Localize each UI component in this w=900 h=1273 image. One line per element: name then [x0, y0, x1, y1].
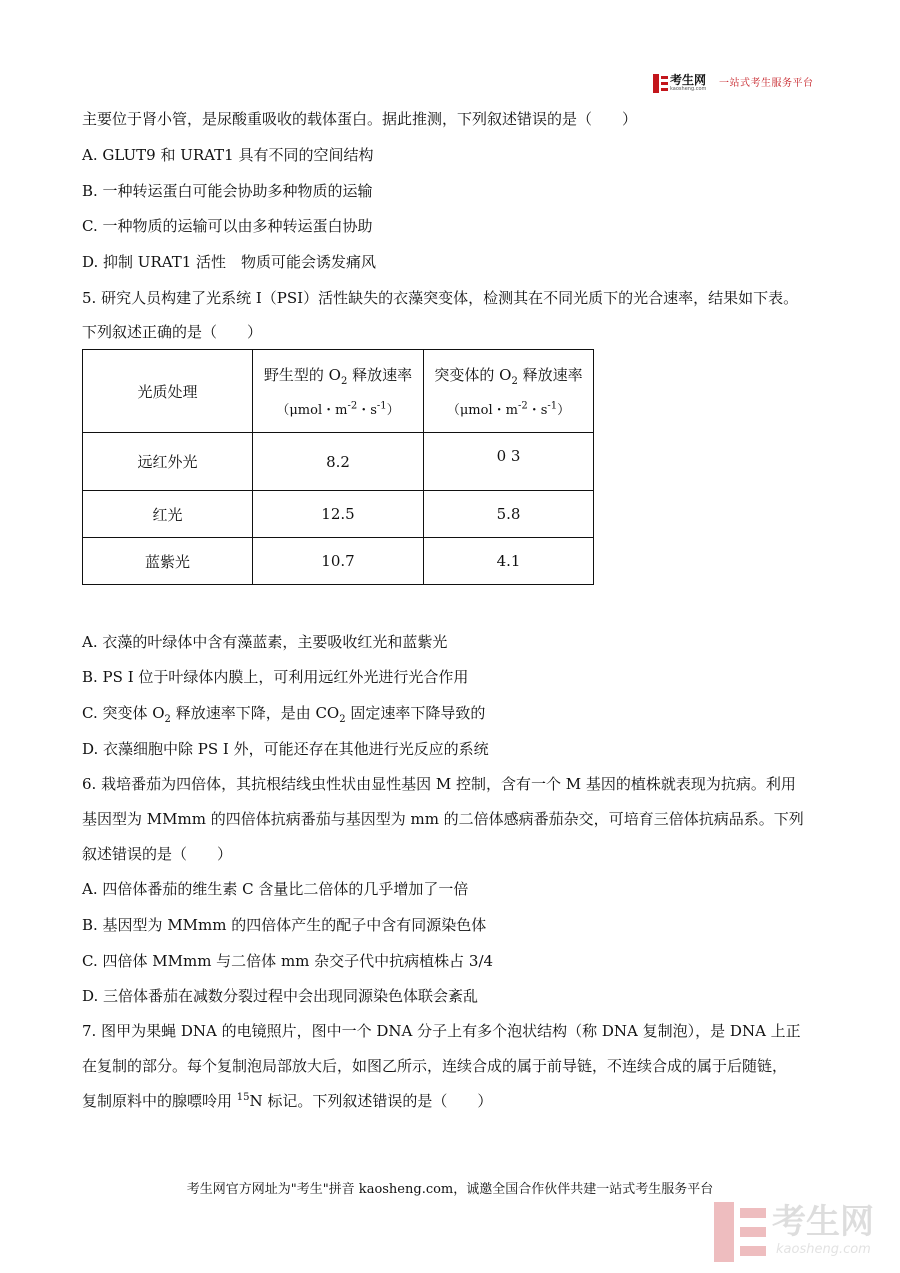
q5-stem-line2: 下列叙述正确的是（ ）	[82, 323, 263, 341]
logo-slogan: 一站式考生服务平台	[719, 78, 814, 89]
q6-stem-line3: 叙述错误的是（ ）	[82, 845, 233, 863]
q5-option-b: B. PS I 位于叶绿体内膜上，可利用远红外光进行光合作用	[82, 668, 469, 686]
table-cell-treatment: 蓝紫光	[83, 538, 253, 585]
table-cell-treatment: 远红外光	[83, 433, 253, 491]
kaosheng-logo-icon	[653, 74, 668, 93]
q7-stem-line1: 7. 图甲为果蝇 DNA 的电镜照片，图中一个 DNA 分子上有多个泡状结构（称 DNA 复制泡），是 DNA 上正	[82, 1022, 801, 1040]
q4-stem-continuation: 主要位于肾小管，是尿酸重吸收的载体蛋白。据此推测，下列叙述错误的是（ ）	[82, 110, 638, 128]
watermark	[714, 1200, 884, 1264]
q4-option-b: B. 一种转运蛋白可能会协助多种物质的运输	[82, 182, 373, 200]
q6-option-c: C. 四倍体 MMmm 与二倍体 mm 杂交子代中抗病植株占 3/4	[82, 952, 494, 970]
q4-option-a: A. GLUT9 和 URAT1 具有不同的空间结构	[82, 146, 374, 164]
header-wild-type: 野生型的 $O_2$ 释放速率 （μmol・$m^{-2}$・$s^{-1}$）	[253, 350, 424, 433]
table-header-row	[83, 350, 594, 433]
q4-option-c: C. 一种物质的运输可以由多种转运蛋白协助	[82, 217, 373, 235]
table-cell-mutant: 5.8	[424, 491, 594, 538]
q6-option-a: A. 四倍体番茄的维生素 C 含量比二倍体的几乎增加了一倍	[82, 880, 469, 898]
q7-stem-line3: 复制原料中的腺嘌呤用 $^{15}$N 标记。下列叙述错误的是（ ）	[82, 1092, 493, 1110]
q5-option-d: D. 衣藻细胞中除 PS I 外，可能还存在其他进行光反应的系统	[82, 740, 489, 758]
table-cell-wild: 8.2	[253, 433, 424, 491]
q6-option-d: D. 三倍体番茄在减数分裂过程中会出现同源染色体联会紊乱	[82, 987, 479, 1005]
table-row	[83, 491, 594, 538]
table-row	[83, 538, 594, 585]
table-cell-wild: 12.5	[253, 491, 424, 538]
logo-name: 考生网	[670, 73, 707, 87]
q6-stem-line1: 6. 栽培番茄为四倍体，其抗根结线虫性状由显性基因 M 控制，含有一个 M 基因的植株就表现为抗病。利用	[82, 775, 796, 793]
q4-option-d: D. 抑制 URAT1 活性 物质可能会诱发痛风	[82, 253, 377, 271]
watermark-url: kaosheng.com	[776, 1242, 871, 1257]
table-cell-mutant: 0 3	[424, 433, 594, 491]
header-mutant: 突变体的 $O_2$ 释放速率 （μmol・$m^{-2}$・$s^{-1}$）	[424, 350, 594, 433]
watermark-logo-icon	[714, 1202, 766, 1262]
footer-text: 考生网官方网址为"考生"拼音 kaosheng.com，诚邀全国合作伙伴共建一站式考生服务平台	[186, 1182, 714, 1197]
table-cell-wild: 10.7	[253, 538, 424, 585]
header-treatment: 光质处理	[83, 350, 253, 433]
watermark-name: 考生网	[772, 1202, 874, 1242]
header-logo	[653, 73, 823, 97]
logo-url: kaosheng.com	[670, 86, 707, 92]
table-row	[83, 433, 594, 491]
q6-option-b: B. 基因型为 MMmm 的四倍体产生的配子中含有同源染色体	[82, 916, 487, 934]
q6-stem-line2: 基因型为 MMmm 的四倍体抗病番茄与基因型为 mm 的二倍体感病番茄杂交，可培育三倍体抗病品系。下列	[82, 810, 804, 828]
q5-option-a: A. 衣藻的叶绿体中含有藻蓝素，主要吸收红光和蓝紫光	[82, 633, 448, 651]
q7-stem-line2: 在复制的部分。每个复制泡局部放大后，如图乙所示，连续合成的属于前导链，不连续合成的属于后随链，	[82, 1057, 788, 1075]
table-cell-mutant: 4.1	[424, 538, 594, 585]
q5-option-c: C. 突变体 $O_2$ 释放速率下降，是由 $CO_2$ 固定速率下降导致的	[82, 704, 486, 725]
q5-stem-line1: 5. 研究人员构建了光系统 I（PSI）活性缺失的衣藻突变体，检测其在不同光质下的光合速率，结果如下表。	[82, 289, 799, 307]
table-cell-treatment: 红光	[83, 491, 253, 538]
light-quality-table	[82, 349, 594, 585]
